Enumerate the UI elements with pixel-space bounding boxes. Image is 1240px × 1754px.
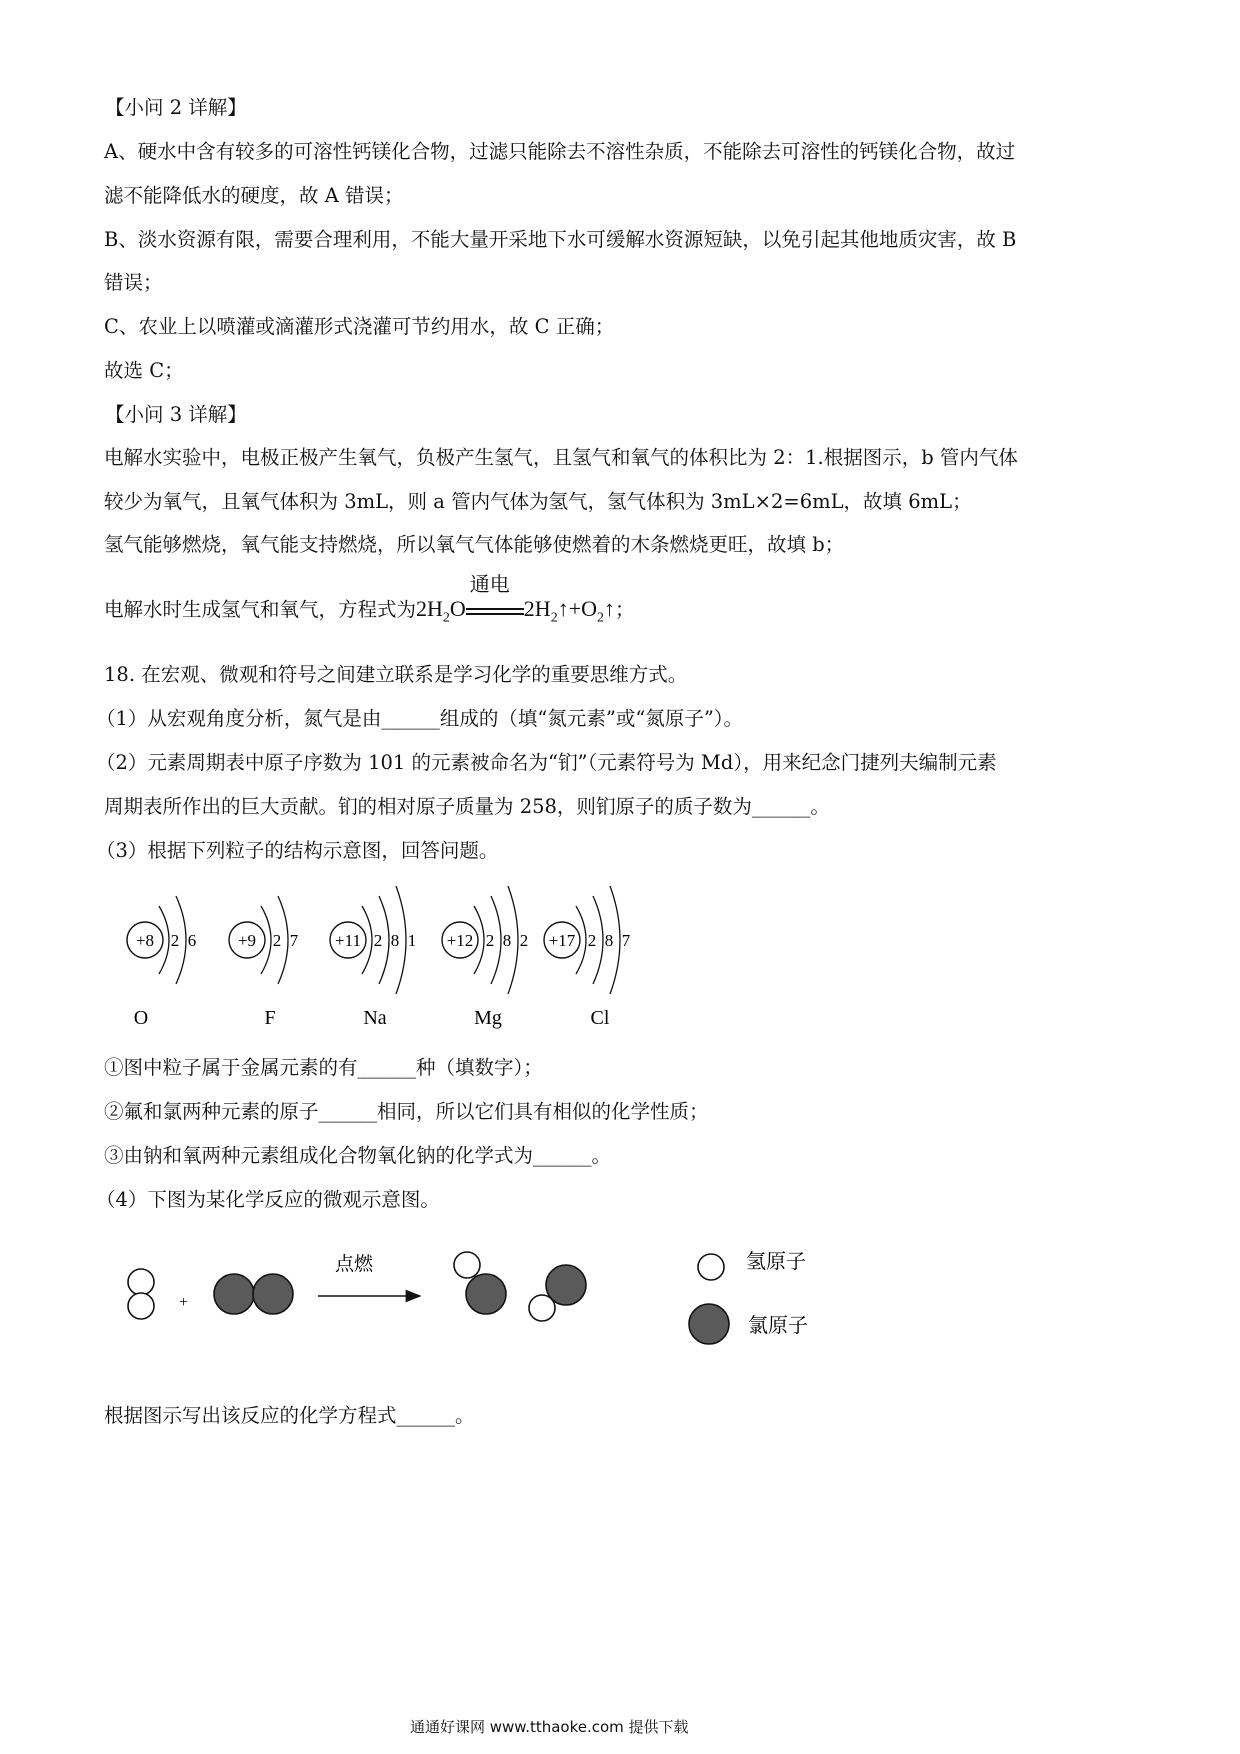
electron-count: 6 [187,931,197,950]
equation-prefix: 电解水时生成氢气和氧气，方程式为 [104,598,417,621]
question-18-3-iii: ③由钠和氧两种元素组成化合物氧化钠的化学式为______。 [104,1144,612,1167]
hcl-molecule-2 [529,1265,586,1321]
nucleus-charge: +9 [237,931,257,950]
question-18-2-line2: 周期表所作出的巨大贡献。钔的相对原子质量为 258，则钔原子的质子数为______。 [104,795,830,818]
atom-symbol-label: Mg [474,1007,502,1029]
nucleus-charge: +8 [135,931,155,950]
question-18-3: （3）根据下列粒子的结构示意图，回答问题。 [96,839,499,862]
nucleus-charge: +17 [548,931,576,950]
option-a-line1: A、硬水中含有较多的可溶性钙镁化合物，过滤只能除去不溶性杂质，不能除去可溶性的钙镁化合物，故过 [104,140,1016,163]
nucleus-charge: +12 [446,931,474,950]
atom-structure-diagram [0,870,1240,1070]
electron-shell-arc [474,906,484,974]
atom-cl [544,886,631,1029]
atom-symbol-label: Na [363,1007,387,1029]
electron-shell-arc [159,906,169,974]
legend-chlorine-label: 氯原子 [748,1313,808,1337]
hydrogen-molecule [128,1269,154,1319]
equation-products: $2H_2↑+O_2↑$ [523,596,615,626]
reaction-condition: 点燃 [335,1253,374,1275]
equation-reactant: $2H_2O$ [416,596,466,626]
question-18-4: （4）下图为某化学反应的微观示意图。 [96,1188,440,1211]
electron-shell-arc [261,906,271,974]
option-b-line1: B、淡水资源有限，需要合理利用，不能大量开采地下水可缓解水资源短缺，以免引起其他地质灾害，故 B [104,228,1017,251]
chlorine-molecule [214,1274,293,1314]
option-c-line: C、农业上以喷灌或滴灌形式浇灌可节约用水，故 C 正确； [104,315,615,338]
atom-na [330,886,416,1029]
electron-shell-arc [576,906,586,974]
electron-count: 8 [502,931,512,950]
legend-chlorine [689,1304,808,1344]
legend-hydrogen-label: 氢原子 [746,1249,806,1273]
atom-mg [442,886,528,1029]
electrolysis-line2: 较少为氧气，且氧气体积为 3mL，则 a 管内气体为氢气，氢气体积为 3mL×2=6mL，故填 6mL； [104,490,972,513]
electron-count: 2 [272,931,282,950]
question-18-2-line1: （2）元素周期表中原子序数为 101 的元素被命名为“钔”（元素符号为 Md），用来纪念门捷列夫编制元素 [96,751,997,774]
electron-count: 2 [485,931,495,950]
atom-symbol-label: O [133,1007,149,1029]
question-18-1: （1）从宏观角度分析，氮气是由______组成的（填“氮元素”或“氮原子”）。 [96,707,744,730]
atom-symbol-label: Cl [590,1007,610,1029]
option-b-line2: 错误； [104,271,163,294]
question-18: 18. 在宏观、微观和符号之间建立联系是学习化学的重要思维方式。 [104,663,688,686]
question-18-4-end: 根据图示写出该反应的化学方程式______。 [104,1404,475,1427]
electron-count: 2 [373,931,383,950]
question-18-3-i: ①图中粒子属于金属元素的有______种（填数字）； [104,1056,543,1079]
nucleus-charge: +11 [335,931,361,950]
option-a-line2: 滤不能降低水的硬度，故 A 错误； [104,184,404,207]
sub2-title: 【小问 2 详解】 [105,96,247,119]
equation-condition: 通电 [469,571,510,596]
electron-count: 7 [621,931,631,950]
electron-count: 8 [604,931,614,950]
electron-count: 2 [587,931,597,950]
atom-f [229,896,299,1029]
equation-line [104,571,635,626]
plus-sign: + [179,1294,189,1311]
electron-count: 2 [519,931,529,950]
legend-hydrogen [698,1249,806,1280]
answer-choice: 故选 C； [104,359,184,382]
electron-count: 7 [289,931,299,950]
hcl-molecule-1 [454,1252,506,1314]
electron-shell-arc [362,906,372,974]
electrolysis-line3: 氢气能够燃烧，氧气能支持燃烧，所以氧气气体能够使燃着的木条燃烧更旺，故填 b； [104,533,845,556]
reaction-diagram [0,1235,1240,1395]
electron-count: 2 [170,931,180,950]
equation-end: ； [614,598,635,621]
electrolysis-line1: 电解水实验中，电极正极产生氧气，负极产生氢气，且氢气和氧气的体积比为 2：1.根据图示，b 管内气体 [104,446,1018,469]
question-18-3-ii: ②氟和氯两种元素的原子______相同，所以它们具有相似的化学性质； [104,1100,709,1123]
sub3-title: 【小问 3 详解】 [105,403,247,426]
electron-count: 8 [390,931,400,950]
equation-condition-arrow [466,571,524,622]
atom-symbol-label: F [264,1007,276,1029]
page-footer: 通通好课网 www.tthaoke.com 提供下载 [410,1718,689,1736]
atom-o [127,896,196,1029]
electron-count: 1 [407,931,417,950]
